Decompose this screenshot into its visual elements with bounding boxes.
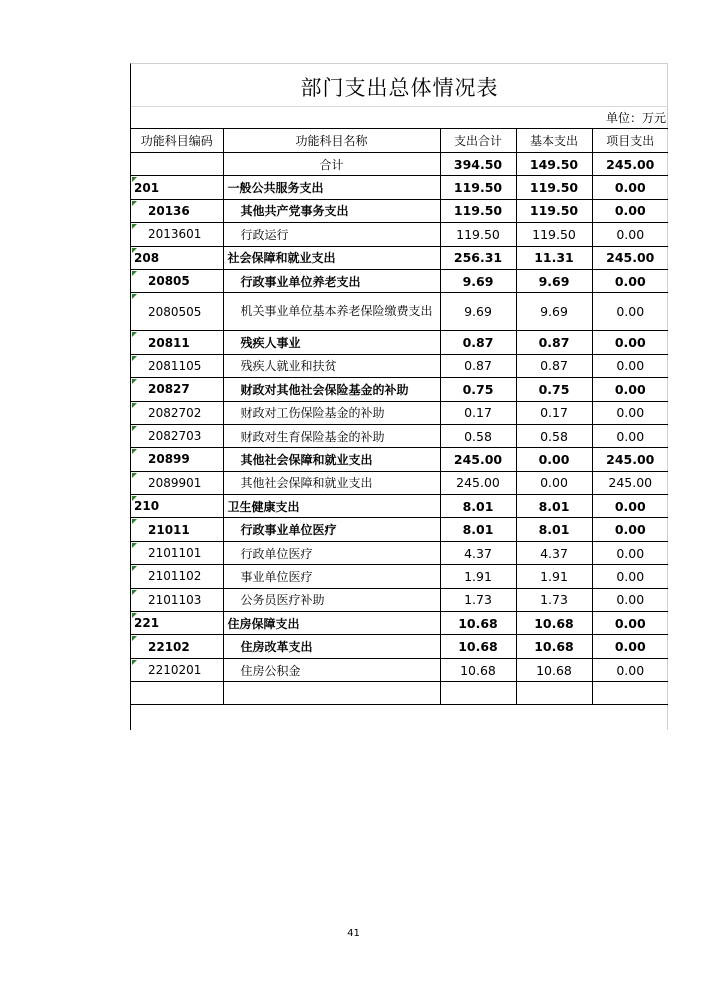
row-total: 4.37 [440,541,516,564]
row-code: 2101103 [131,588,223,611]
row-project: 0.00 [592,658,668,681]
total-project: 245.00 [592,153,668,176]
total-sum: 394.50 [440,153,516,176]
row-basic: 0.87 [516,331,592,354]
unit-row [131,106,668,129]
row-total: 8.01 [440,495,516,518]
row-total: 0.75 [440,378,516,401]
row-basic: 10.68 [516,612,592,635]
table-row [131,495,668,518]
row-code: 2013601 [131,223,223,246]
table-row [131,471,668,494]
table-row [131,199,668,222]
row-total: 245.00 [440,448,516,471]
table-row [131,424,668,447]
row-code: 2101101 [131,541,223,564]
row-basic: 0.00 [516,471,592,494]
table-row [131,565,668,588]
row-project: 0.00 [592,612,668,635]
row-name: 社会保障和就业支出 [223,246,440,269]
row-code: 2082703 [131,424,223,447]
row-name: 一般公共服务支出 [223,176,440,199]
row-code: 20827 [131,378,223,401]
table-row [131,518,668,541]
row-total: 1.73 [440,588,516,611]
blank-cell [592,682,668,705]
row-basic: 0.75 [516,378,592,401]
blank-cell [131,682,223,705]
row-project: 0.00 [592,495,668,518]
row-project: 0.00 [592,223,668,246]
blank-cell [440,682,516,705]
row-name: 住房改革支出 [223,635,440,658]
page-title: 部门支出总体情况表 [300,76,499,100]
expenditure-sheet [130,63,668,730]
row-code: 20899 [131,448,223,471]
row-project: 0.00 [592,199,668,222]
row-project: 0.00 [592,293,668,331]
row-name: 行政运行 [223,223,440,246]
row-name: 财政对其他社会保险基金的补助 [223,378,440,401]
row-project: 0.00 [592,331,668,354]
total-label: 合计 [223,153,440,176]
row-name: 其他社会保障和就业支出 [223,471,440,494]
row-total: 0.87 [440,331,516,354]
row-name: 住房公积金 [223,658,440,681]
row-code: 2089901 [131,471,223,494]
table-row [131,269,668,292]
row-code: 2081105 [131,354,223,377]
row-total: 10.68 [440,658,516,681]
row-total: 245.00 [440,471,516,494]
row-code: 210 [131,495,223,518]
total-row [131,153,668,176]
table-row [131,401,668,424]
row-project: 0.00 [592,401,668,424]
table-row [131,635,668,658]
row-name: 财政对生育保险基金的补助 [223,424,440,447]
row-total: 0.17 [440,401,516,424]
row-basic: 119.50 [516,176,592,199]
row-project: 245.00 [592,448,668,471]
table-row [131,658,668,681]
row-total: 0.87 [440,354,516,377]
row-total: 1.91 [440,565,516,588]
blank-cell [516,682,592,705]
row-name: 卫生健康支出 [223,495,440,518]
row-basic: 0.17 [516,401,592,424]
row-code: 20136 [131,199,223,222]
row-project: 0.00 [592,354,668,377]
row-basic: 119.50 [516,223,592,246]
total-code-cell [131,153,223,176]
table-row [131,541,668,564]
row-basic: 0.87 [516,354,592,377]
row-name: 机关事业单位基本养老保险缴费支出 [223,293,440,331]
row-project: 0.00 [592,635,668,658]
table-row [131,354,668,377]
row-name: 事业单位医疗 [223,565,440,588]
row-name: 行政事业单位养老支出 [223,269,440,292]
row-basic: 8.01 [516,518,592,541]
table-row [131,612,668,635]
row-project: 0.00 [592,518,668,541]
row-code: 221 [131,612,223,635]
row-name: 其他共产党事务支出 [223,199,440,222]
table-row [131,331,668,354]
row-basic: 0.58 [516,424,592,447]
table-row [131,293,668,331]
row-project: 0.00 [592,424,668,447]
table-row [131,378,668,401]
header-code: 功能科目编码 [131,129,223,153]
row-name: 行政单位医疗 [223,541,440,564]
row-total: 256.31 [440,246,516,269]
row-name: 住房保障支出 [223,612,440,635]
row-name: 残疾人事业 [223,331,440,354]
expenditure-table [131,128,668,705]
row-total: 10.68 [440,635,516,658]
row-basic: 9.69 [516,269,592,292]
title-row [131,64,668,107]
table-row [131,223,668,246]
row-total: 9.69 [440,293,516,331]
row-basic: 1.73 [516,588,592,611]
row-name: 财政对工伤保险基金的补助 [223,401,440,424]
row-project: 0.00 [592,565,668,588]
header-row [131,129,668,153]
header-total: 支出合计 [440,129,516,153]
row-total: 8.01 [440,518,516,541]
row-basic: 11.31 [516,246,592,269]
row-total: 119.50 [440,176,516,199]
row-project: 0.00 [592,378,668,401]
row-code: 22102 [131,635,223,658]
header-basic: 基本支出 [516,129,592,153]
row-project: 245.00 [592,246,668,269]
row-code: 208 [131,246,223,269]
row-code: 2080505 [131,293,223,331]
row-name: 行政事业单位医疗 [223,518,440,541]
row-code: 201 [131,176,223,199]
unit-label: 单位：万元 [605,111,666,125]
row-project: 0.00 [592,541,668,564]
table-row [131,246,668,269]
row-name: 残疾人就业和扶贫 [223,354,440,377]
row-project: 0.00 [592,176,668,199]
row-name: 公务员医疗补助 [223,588,440,611]
row-basic: 1.91 [516,565,592,588]
row-code: 2101102 [131,565,223,588]
row-basic: 8.01 [516,495,592,518]
table-row [131,448,668,471]
row-project: 245.00 [592,471,668,494]
blank-row [131,682,668,705]
row-project: 0.00 [592,588,668,611]
row-code: 20811 [131,331,223,354]
row-total: 119.50 [440,223,516,246]
table-row [131,176,668,199]
row-basic: 10.68 [516,635,592,658]
page-number: 41 [347,928,360,939]
row-total: 10.68 [440,612,516,635]
row-code: 20805 [131,269,223,292]
row-project: 0.00 [592,269,668,292]
row-total: 119.50 [440,199,516,222]
row-basic: 119.50 [516,199,592,222]
row-name: 其他社会保障和就业支出 [223,448,440,471]
row-code: 2082702 [131,401,223,424]
table-row [131,588,668,611]
blank-cell [223,682,440,705]
total-basic: 149.50 [516,153,592,176]
row-total: 0.58 [440,424,516,447]
header-name: 功能科目名称 [223,129,440,153]
row-basic: 0.00 [516,448,592,471]
row-basic: 9.69 [516,293,592,331]
row-code: 2210201 [131,658,223,681]
header-project: 项目支出 [592,129,668,153]
row-code: 21011 [131,518,223,541]
row-basic: 4.37 [516,541,592,564]
row-basic: 10.68 [516,658,592,681]
row-total: 9.69 [440,269,516,292]
